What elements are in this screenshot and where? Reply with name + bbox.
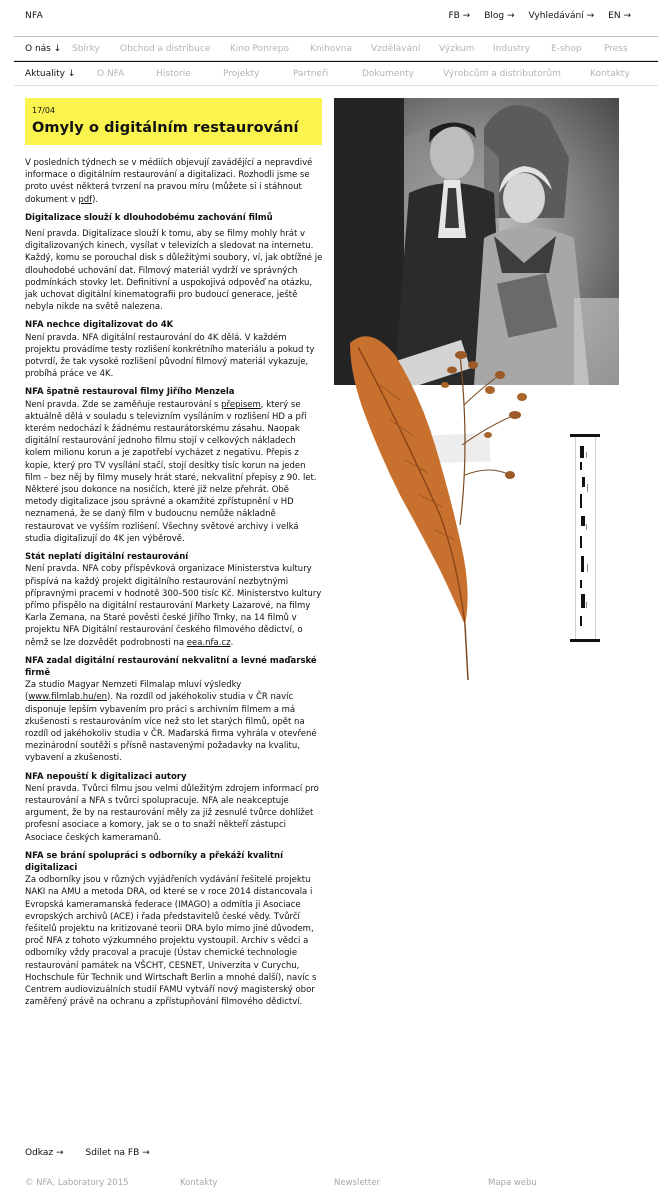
section-text (25, 399, 323, 545)
nav-education[interactable]: Vzdělávání (371, 43, 421, 54)
footer-contacts-link[interactable]: Kontakty (180, 1178, 218, 1188)
share-links (25, 1148, 150, 1158)
intro-text-end: ). (92, 194, 99, 205)
footer-newsletter-link[interactable]: Newsletter (334, 1178, 380, 1188)
nav-research[interactable]: Výzkum (439, 43, 475, 54)
nav-industry[interactable]: Industry (493, 43, 531, 54)
section-text: Není pravda. Tvůrci filmu jsou velmi důležitým zdrojem informací pro restaurování a NFA s tvůrci spolupracuje. NFA ale neakceptuje argument, že by na restaurování měly za již zesnulé tvůrce dohlížet profesní asociace a komory, jak se o to snaží někteří zástupci Asociace českých kameramanů. (25, 783, 319, 843)
section-text: Není pravda. Digitalizace slouží k tomu, aby se filmy mohly hrát v digitalizovaných kinech, vysílat v televizích a sledovat na internetu. Každý, komu se porouchal disk s důležitými soubory, ví, jak obtížné je dlouhodobé uchování dat. Filmový materiál vydrží ve správných podmínkách stovky let. Definitivní a uspokojivá odpověď na otázku, jak uchovat digitální kinematografii pro budoucí generace, ještě nebyla nikde na světě nalezena. (25, 229, 323, 313)
section-text: Za odborníky jsou v různých vyjádřeních vydávání řešitelé projektu NAKI na AMU a metoda DRA, od které se v roce 2014 distancovala i Evropská kameramanská federace (IMAGO) a odmítla ji Asociace evropských archivů (ACE) i řada představitelů české vědy. Tvůrčí řešitelů projektu na kritizované teorii DRA bylo mimo jiné důvodem, proč NFA z tohoto výzkumného projektu vystoupil. Archiv s vědci a odborníky vždy pracoval a pracuje (Ústav chemické technologie restaurování památek na VŠCHT, CESNET, Univerzita v Curychu, Hochschule für Technik und Wirtschaft Berlin a mnohé další), navíc s Centrem audiovizuálních studií FAMU vytváří nový magisterský obor zaměřený právě na ochranu a zpřístupňování filmového dědictví. (25, 875, 317, 1008)
leaf-illustration (340, 325, 540, 680)
section-heading: NFA nepouští k digitalizaci autory (25, 771, 187, 782)
article-intro (25, 157, 323, 206)
section-text-part: ). Na rozdíl od jakéhokoliv studia v ČR navíc disponuje lepším vybavením pro práci s archivním filmem a má zkušenosti s restaurováním více než sto let starých filmů, opět na rozdíl od jakéhokoliv studia v ČR. Maďarská firma vyhrála v otevřené mezinárodní soutěži s přísně nastavenými požadavky na kvalitu, vybavení a zkušenosti. (25, 692, 317, 764)
nav-trade-distribution[interactable]: Obchod a distribuce (120, 43, 211, 54)
article-date: 17/04 (32, 106, 56, 115)
section-text-part: Není pravda. Zde se zaměňuje restaurování s (25, 399, 222, 410)
section-heading: NFA se brání spolupráci s odborníky a překáží kvalitní digitalizaci (25, 850, 283, 873)
transfer-link[interactable]: přepisem (221, 399, 261, 410)
facebook-link[interactable]: FB → (448, 11, 471, 21)
subnav-projects[interactable]: Projekty (223, 68, 260, 79)
nav-eshop[interactable]: E-shop (551, 43, 582, 54)
site-logo[interactable]: NFA (25, 11, 44, 21)
language-link[interactable]: EN → (608, 11, 631, 21)
section-heading: Digitalizace slouží k dlouhodobému zachování filmů (25, 212, 273, 223)
subnav-partners[interactable]: Partneři (293, 68, 329, 79)
article-body (25, 157, 323, 1014)
page-footer (25, 1178, 635, 1192)
article-headline (25, 98, 322, 145)
section-text-part: . (230, 637, 234, 648)
subnav-documents[interactable]: Dokumenty (362, 68, 414, 79)
nav-cinema-ponrepo[interactable]: Kino Ponrepo (230, 43, 290, 54)
nav-press[interactable]: Press (604, 43, 628, 54)
section-heading: NFA zadal digitální restaurování nekvalitní a levné maďarské firmě (25, 655, 317, 678)
section-text: Není pravda. NFA digitální restaurování do 4K dělá. V každém projektu provádíme testy rozlišení konkrétního materiálu a pokud ty potvrdí, že tak vysoké rozlišení původní filmový materiál vykazuje, probíhá práce ve 4K. (25, 332, 315, 380)
subnav-producers-distributors[interactable]: Výrobcům a distributorům (443, 68, 561, 79)
pdf-link[interactable]: pdf (78, 194, 93, 205)
blog-link[interactable]: Blog → (484, 11, 515, 21)
film-strip-graphic (568, 432, 602, 644)
nav-about[interactable]: O nás ↓ (25, 43, 62, 54)
film-strip-decoration (568, 432, 602, 644)
subnav-history[interactable]: Historie (156, 68, 191, 79)
copyright-text: © NFA, Laboratory 2015 (25, 1178, 129, 1188)
permalink-link[interactable]: Odkaz → (25, 1148, 64, 1158)
sub-navigation (14, 61, 658, 86)
subnav-news[interactable]: Aktuality ↓ (25, 68, 76, 79)
section-text-part: , který se aktuálně dělá v souladu s televizním vysíláním v rozlišení HD a při kterém nedochází k žádnému restaurátorskému zásahu. Naopak digitální restaurování jednoho filmu stojí v celkových nákladech kolem milionu korun a je zapotřebí vycházet z negativu. Přepis z kopie, který pro TV vysílání stačí, stojí desítky tisíc korun na jeden film – bez něj by filmy musely hrát staré, nekvalitní přepisy z 90. let. Některé jsou dokonce na nosičích, které již nelze přehrát. Obě metody digitalizace jsou správné a okamžité zpřístupnění v HD neznamená, že se daný film v budoucnu nemůže nákladně restaurovat ve vyšším rozlišení. Všechny světové archivy i velká studia digitalizují do 4K jen výběrově. (25, 399, 317, 544)
subnav-about-nfa[interactable]: O NFA (97, 68, 125, 79)
intro-text: V posledních týdnech se v médiích objevují zavádějící a nepravdivé informace o digitálním restaurování a digitalizaci. Rozhodli jsme se proto uvést některá tvrzení na pravou míru (můžete si i stáhnout dokument v (25, 158, 313, 205)
section-heading: Stát neplatí digitální restaurování (25, 552, 189, 563)
article-title: Omyly o digitálním restaurování (32, 120, 299, 136)
search-link[interactable]: Vyhledávání → (528, 11, 595, 21)
top-bar (0, 0, 658, 36)
section-text (25, 563, 323, 648)
footer-sitemap-link[interactable]: Mapa webu (488, 1178, 537, 1188)
section-heading: NFA nechce digitalizovat do 4K (25, 320, 174, 331)
section-heading: NFA špatně restauroval filmy Jiřího Menzela (25, 387, 235, 398)
nav-library[interactable]: Knihovna (310, 43, 352, 54)
pressed-leaf-image (340, 325, 540, 680)
eea-link[interactable]: eea.nfa.cz (186, 637, 231, 648)
section-text (25, 679, 323, 764)
section-text-part: Není pravda. NFA coby příspěvková organizace Ministerstva kultury přispívá na každý projekt digitálního restaurování nezbytnými přípravnými pracemi v hodnotě 300–500 tisíc Kč. Ministerstvo kultury přímo přispělo na digitální restaurování Markety Lazarové, na filmy Karla Zemana, na Staré pověsti české Jiřího Trnky, na 14 filmů v projektu NFA Digitální restaurování českého filmového dědictví, o němž se lze dozvědět podrobnosti na (25, 564, 322, 648)
main-navigation (14, 36, 658, 61)
nav-collections[interactable]: Sbírky (72, 43, 100, 54)
filmlab-link[interactable]: www.filmlab.hu/en (28, 692, 108, 703)
subnav-contacts[interactable]: Kontakty (590, 68, 630, 79)
section-text-part: Za studio Magyar Nemzeti Filmalap mluví výsledky ( (25, 680, 242, 703)
share-facebook-link[interactable]: Sdílet na FB → (85, 1148, 150, 1158)
top-links (448, 11, 631, 21)
